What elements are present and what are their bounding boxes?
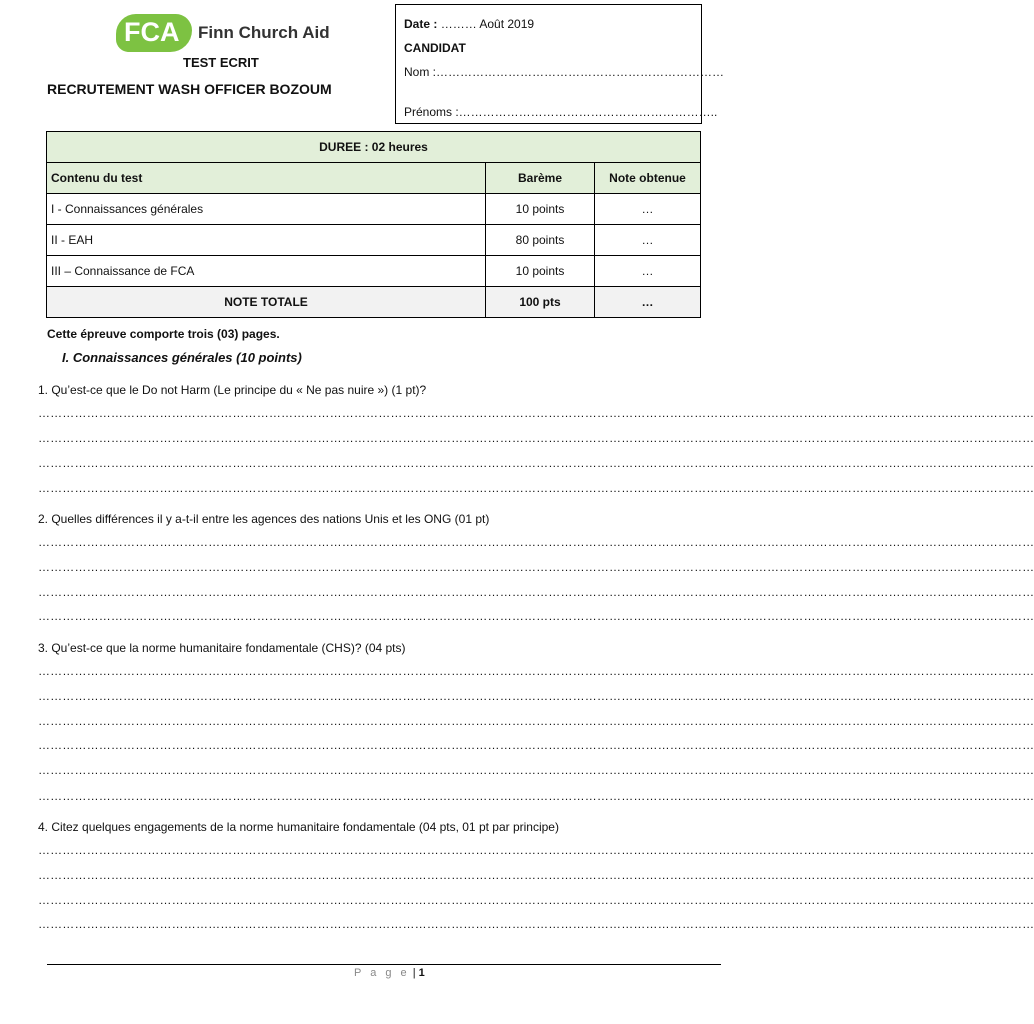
row-note: …: [595, 194, 701, 225]
row-content: III – Connaissance de FCA: [47, 256, 486, 287]
row-note: …: [595, 225, 701, 256]
header-bareme: Barème: [486, 163, 595, 194]
answer-line: …………………………………………………………………………………………………………………………………………………………………………………………………………………………: [38, 789, 1034, 803]
duration-row: [47, 132, 701, 163]
table-header-row: [47, 163, 701, 194]
answer-line: …………………………………………………………………………………………………………………………………………………………………………………………………………………………: [38, 560, 1034, 574]
total-label: NOTE TOTALE: [47, 287, 486, 318]
duration-cell: [47, 132, 701, 163]
logo-name: Finn Church Aid: [198, 23, 330, 42]
row-note: …: [595, 256, 701, 287]
page-label: P a g e: [354, 967, 410, 979]
fca-logo: [116, 14, 330, 52]
footer-separator: |: [412, 967, 419, 979]
footer-divider: [47, 964, 721, 965]
answer-line: …………………………………………………………………………………………………………………………………………………………………………………………………………………………: [38, 456, 1034, 470]
document-title: TEST ECRIT: [183, 55, 259, 70]
table-row: [47, 225, 701, 256]
answer-line: …………………………………………………………………………………………………………………………………………………………………………………………………………………………: [38, 763, 1034, 777]
answer-line: …………………………………………………………………………………………………………………………………………………………………………………………………………………………: [38, 917, 1034, 931]
document-subtitle: RECRUTEMENT WASH OFFICER BOZOUM: [47, 81, 332, 97]
row-bareme: 10 points: [486, 194, 595, 225]
question-2: 2. Quelles différences il y a-t-il entre les agences des nations Unis et les ONG (01 pt): [38, 512, 490, 526]
answer-line: …………………………………………………………………………………………………………………………………………………………………………………………………………………………: [38, 893, 1034, 907]
total-row: [47, 287, 701, 318]
total-bareme: 100 pts: [486, 287, 595, 318]
score-table: [46, 131, 701, 318]
section-title: I. Connaissances générales (10 points): [62, 350, 302, 365]
date-label: Date :: [404, 17, 438, 31]
fca-logo-mark: [116, 14, 192, 52]
nom-field: Nom :………………………………………………………………: [404, 65, 725, 79]
header-note: Note obtenue: [595, 163, 701, 194]
question-4: 4. Citez quelques engagements de la norme humanitaire fondamentale (04 pts, 01 pt par principe): [38, 820, 559, 834]
row-bareme: 10 points: [486, 256, 595, 287]
row-bareme: 80 points: [486, 225, 595, 256]
answer-line: …………………………………………………………………………………………………………………………………………………………………………………………………………………………: [38, 843, 1034, 857]
question-1: 1. Qu’est-ce que le Do not Harm (Le principe du « Ne pas nuire ») (1 pt)?: [38, 383, 427, 397]
answer-line: …………………………………………………………………………………………………………………………………………………………………………………………………………………………: [38, 535, 1034, 549]
date-value: ……… Août 2019: [440, 17, 535, 31]
page-number: 1: [418, 967, 425, 979]
table-row: [47, 194, 701, 225]
question-3: 3. Qu’est-ce que la norme humanitaire fondamentale (CHS)? (04 pts): [38, 641, 406, 655]
answer-line: …………………………………………………………………………………………………………………………………………………………………………………………………………………………: [38, 406, 1034, 420]
answer-line: …………………………………………………………………………………………………………………………………………………………………………………………………………………………: [38, 431, 1034, 445]
answer-line: …………………………………………………………………………………………………………………………………………………………………………………………………………………………: [38, 714, 1034, 728]
date-line: [404, 17, 534, 31]
page-count-note: Cette épreuve comporte trois (03) pages.: [47, 327, 280, 341]
answer-line: …………………………………………………………………………………………………………………………………………………………………………………………………………………………: [38, 481, 1034, 495]
total-note: …: [595, 287, 701, 318]
answer-line: …………………………………………………………………………………………………………………………………………………………………………………………………………………………: [38, 585, 1034, 599]
logo-mark-text: FCA: [124, 17, 180, 47]
prenoms-field: Prénoms :………………………………………………………..: [404, 105, 718, 119]
duration-text: DUREE : 02 heures: [319, 140, 428, 154]
answer-line: …………………………………………………………………………………………………………………………………………………………………………………………………………………………: [38, 738, 1034, 752]
answer-line: …………………………………………………………………………………………………………………………………………………………………………………………………………………………: [38, 868, 1034, 882]
page-footer: [354, 967, 425, 979]
row-content: II - EAH: [47, 225, 486, 256]
candidat-label: CANDIDAT: [404, 41, 466, 55]
answer-line: …………………………………………………………………………………………………………………………………………………………………………………………………………………………: [38, 689, 1034, 703]
table-row: [47, 256, 701, 287]
answer-line: …………………………………………………………………………………………………………………………………………………………………………………………………………………………: [38, 664, 1034, 678]
header-content: Contenu du test: [47, 163, 486, 194]
candidate-box: [395, 4, 725, 124]
answer-line: …………………………………………………………………………………………………………………………………………………………………………………………………………………………: [38, 609, 1034, 623]
row-content: I - Connaissances générales: [47, 194, 486, 225]
